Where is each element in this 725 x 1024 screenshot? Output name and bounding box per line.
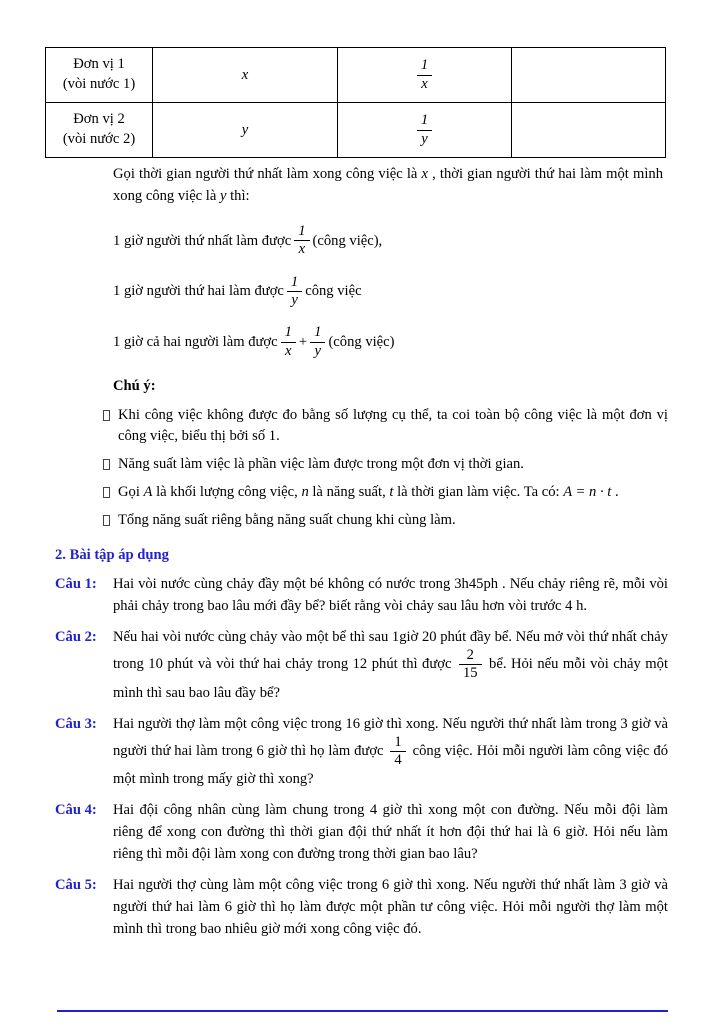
square-bullet-icon [103,410,110,421]
line3-text: 1 giờ cả hai người làm được [113,334,278,351]
note-title: Chú ý: [113,377,156,394]
line1-post: (công việc), [312,232,383,249]
question-label: Câu 1: [55,575,97,592]
square-bullet-icon [103,487,110,498]
line1-text: 1 giờ người thứ nhất làm được [113,232,292,249]
question-text: Hai đội công nhân cùng làm chung trong 4 giờ thì xong một con đường. Nếu mỗi đội làm riêng để xong con đường thì thời gian đội thứ nhất ít hơn đội thứ hai là 6 giờ. Hỏi nếu làm riêng thì mỗi đội làm xong con đường trong thời gian bao lâu? [113,802,668,863]
fraction [459,648,482,682]
intro-paragraph [113,163,663,207]
row1-variable: x [241,66,249,83]
row2-rate-cell [338,103,512,158]
variable-n: n [301,483,309,500]
list-item [103,454,668,475]
fraction-denominator: 4 [394,751,402,768]
work-rate-line-2 [113,275,663,309]
fraction-numerator: 1 [294,224,309,241]
fraction-denominator: x [421,75,428,92]
variable-x: x [421,166,428,182]
fraction-numerator: 1 [281,325,296,342]
units-table [45,47,666,158]
question-3 [55,713,668,791]
section-heading: 2. Bài tập áp dụng [55,546,169,563]
fraction-numerator: 1 [287,275,302,292]
fraction-denominator: y [314,342,322,359]
fraction [294,224,309,258]
row1-rate-cell [338,48,512,103]
table-row [46,48,666,103]
fraction-numerator: 1 [417,58,432,75]
document-body [0,163,725,949]
work-rate-line-3 [113,325,663,359]
q2-text-2: bể. Hỏi nếu mỗi vòi chảy một mình thì sau bao lâu đầy bể? [113,656,668,701]
note-item-text: Tổng năng suất riêng bằng năng suất chung khi cùng làm. [118,511,456,528]
formula: A = n · t [563,483,612,500]
note3-text-5: . [611,483,619,500]
question-text: Hai vòi nước cùng chảy đầy một bé không có nước trong 3h45ph . Nếu chảy riêng rẽ, mỗi vòi phải chảy trong bao lâu mới đầy bể? biết rằng vòi chảy sau lâu hơn vòi trước 4 h. [113,575,668,614]
fraction-numerator: 1 [417,113,432,130]
question-text: Hai người thợ cùng làm một công việc trong 6 giờ thì xong. Nếu người thứ nhất làm 3 giờ và người thứ hai làm 6 giờ thì họ làm được một phần tư công việc. Hỏi mỗi người thợ làm một mình thì trong bao nhiêu giờ mới xong công việc đó. [113,877,668,938]
row1-label-line1: Đơn vị 1 [73,56,125,73]
row1-label-line2: (vòi nước 1) [62,76,136,92]
question-5 [55,874,668,940]
row1-time-cell [153,48,338,103]
list-item [103,510,668,531]
row2-label-line2: (vòi nước 2) [62,131,136,147]
square-bullet-icon [103,515,110,526]
fraction-denominator: 15 [462,665,478,682]
fraction [310,325,325,359]
question-text [113,626,668,704]
fraction-numerator: 2 [459,648,482,665]
fraction [390,735,405,769]
line2-post: công việc [305,283,362,300]
note-item-text: Khi công việc không được đo bằng số lượng cụ thể, ta coi toàn bộ công việc là một đơn vị công việc, biểu thị bởi số 1. [118,406,668,444]
units-table-wrap [45,47,665,158]
fraction [417,113,432,147]
row2-empty-cell [512,103,666,158]
line3-post: (công việc) [328,334,395,351]
fraction-denominator: x [298,241,306,258]
question-label: Câu 3: [55,715,97,732]
fraction [287,275,302,309]
list-item [103,405,668,447]
fraction-denominator: y [421,130,428,147]
fraction [417,58,432,92]
intro-text-2: , thời gian người thứ hai làm một mình xong công việc là [113,166,663,204]
work-rate-line-1 [113,224,663,258]
variable-y: y [220,188,227,204]
fraction [281,325,296,359]
row2-label-cell [46,103,153,158]
note3-text-3: là năng suất, [308,483,390,500]
row1-label-cell [46,48,153,103]
note3-text-2: là khối lượng công việc, [152,483,302,500]
variable-A: A [143,483,153,500]
list-item [103,482,668,503]
fraction-denominator: x [285,342,292,359]
intro-text-1: Gọi thời gian người thứ nhất làm xong công việc là [113,166,422,182]
fraction-numerator: 1 [310,325,325,342]
question-4 [55,799,668,865]
footer-divider [57,1010,668,1012]
question-text [113,713,668,791]
plus-sign: + [298,334,308,351]
row2-time-cell [153,103,338,158]
table-row [46,103,666,158]
row1-empty-cell [512,48,666,103]
row2-variable: y [241,121,249,138]
question-label: Câu 2: [55,628,97,645]
line2-text: 1 giờ người thứ hai làm được [113,283,284,300]
intro-text-3: thì: [226,188,250,204]
note3-text-1: Gọi [118,483,144,500]
note3-text-4: là thời gian làm việc. Ta có: [393,483,564,500]
note-item-text: Năng suất làm việc là phần việc làm được trong một đơn vị thời gian. [118,455,524,472]
fraction-numerator: 1 [390,735,405,752]
question-label: Câu 5: [55,877,97,894]
q2-text-1: Nếu hai vòi nước cùng chảy vào một bể thì sau 1giờ 20 phút đầy bể. Nếu mở vòi thứ nhất chảy trong 10 phút và vòi thứ hai chảy trong 12 phút thì được [113,628,668,673]
fraction-denominator: y [291,291,298,308]
question-1 [55,573,668,617]
question-label: Câu 4: [55,802,97,819]
question-2 [55,626,668,704]
note-list [103,405,668,531]
question-list [55,573,668,940]
note-item-text [118,482,668,503]
row2-label-line1: Đơn vị 2 [73,111,125,128]
q3-text-2: công việc. Hỏi mỗi người làm công việc đó một mình trong mấy giờ thì xong? [113,742,669,788]
q3-text-1: Hai người thợ làm một công việc trong 16 giờ thì xong. Nếu người thứ nhất làm trong 3 giờ và người thứ hai làm trong 6 giờ thì họ làm được [113,715,668,759]
square-bullet-icon [103,459,110,470]
variable-t: t [389,483,394,500]
